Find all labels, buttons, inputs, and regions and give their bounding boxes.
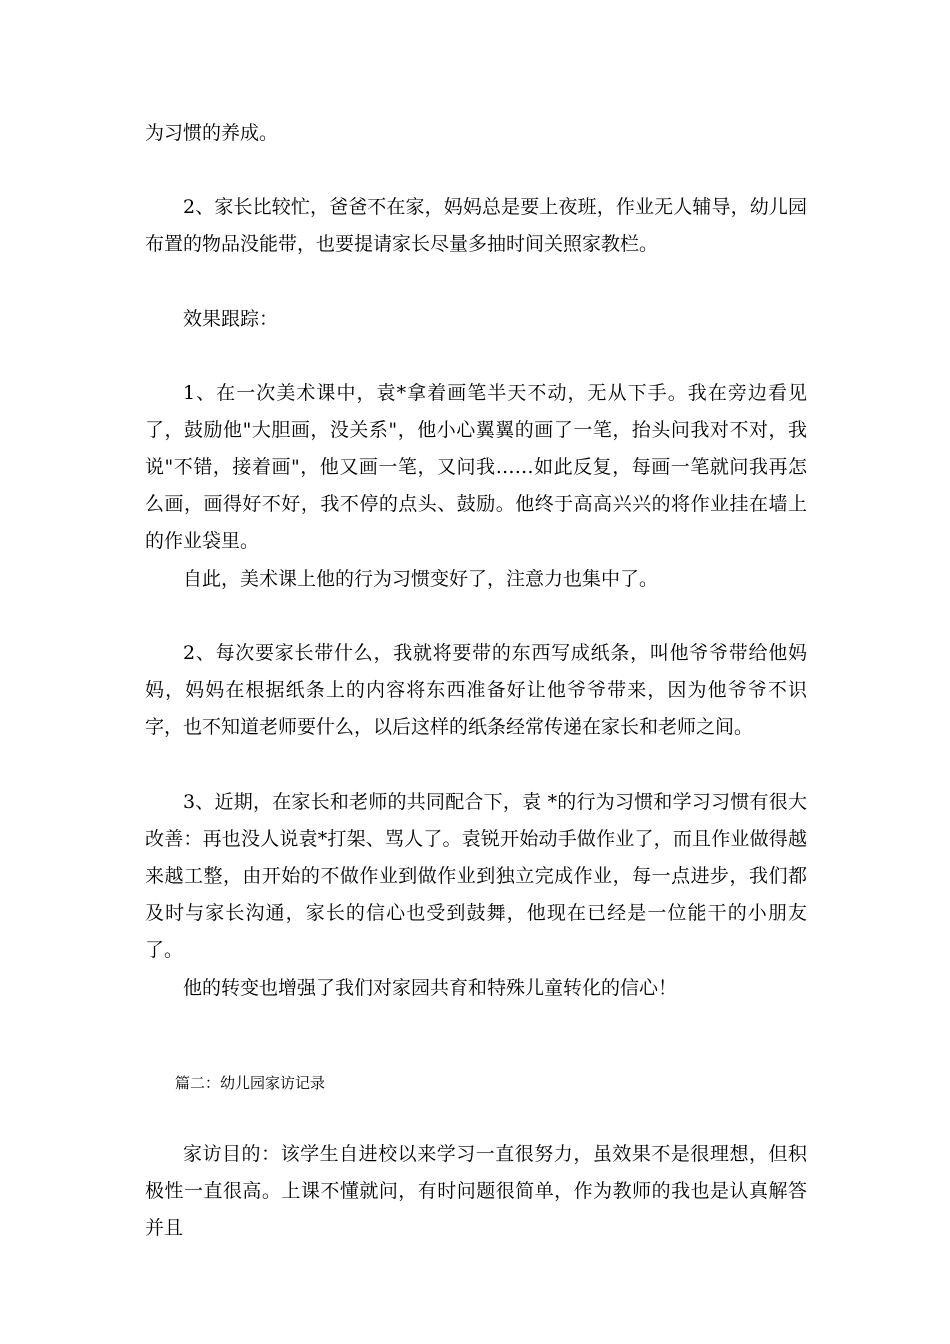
paragraph-since-then: 自此，美术课上他的行为习惯变好了，注意力也集中了。 [183,568,659,590]
paragraph-confidence: 他的转变也增强了我们对家园共育和特殊儿童转化的信心！ [183,977,678,999]
paragraph-parent-busy: 2、家长比较忙，爸爸不在家，妈妈总是要上夜班，作业无人辅导，幼儿园布置的物品没能带，也要提请家长尽量多抽时间关照家教栏。 [145,196,807,255]
paragraph-continuation: 为习惯的养成。 [145,122,279,144]
paragraph-art-class: 1、在一次美术课中，袁*拿着画笔半天不动，无从下手。我在旁边看见了，鼓励他"大胆画，没关系"，他小心翼翼的画了一笔，抬头问我对不对，我说"不错，接着画"，他又画一笔，又问我……如此反复，每画一笔就问我再怎么画，画得好不好，我不停的点头、鼓励。他终于高高兴兴的将作业挂在墙上的作业袋里。 [145,382,807,552]
paragraph-notes-to-parents: 2、每次要家长带什么，我就将要带的东西写成纸条，叫他爷爷带给他妈妈，妈妈在根据纸条上的内容将东西准备好让他爷爷带来，因为他爷爷不识字，也不知道老师要什么，以后这样的纸条经常传递在家长和老师之间。 [145,642,807,738]
section-heading-part-two: 篇二：幼儿园家访记录 [175,1074,326,1092]
paragraph-recent-progress: 3、近期，在家长和老师的共同配合下，袁 *的行为习惯和学习习惯有很大改善：再也没人说袁*打架、骂人了。袁锐开始动手做作业了，而且作业做得越来越工整，由开始的不做作业到做作业到独立完成作业，每一点进步，我们都及时与家长沟通，家长的信心也受到鼓舞，他现在已经是一位能干的小朋友了。 [145,791,807,961]
paragraph-visit-purpose: 家访目的：该学生自进校以来学习一直很努力，虽效果不是很理想，但积极性一直很高。上课不懂就问，有时问题很简单，作为教师的我也是认真解答并且 [145,1143,807,1239]
paragraph-effect-tracking-heading: 效果跟踪： [183,308,279,330]
